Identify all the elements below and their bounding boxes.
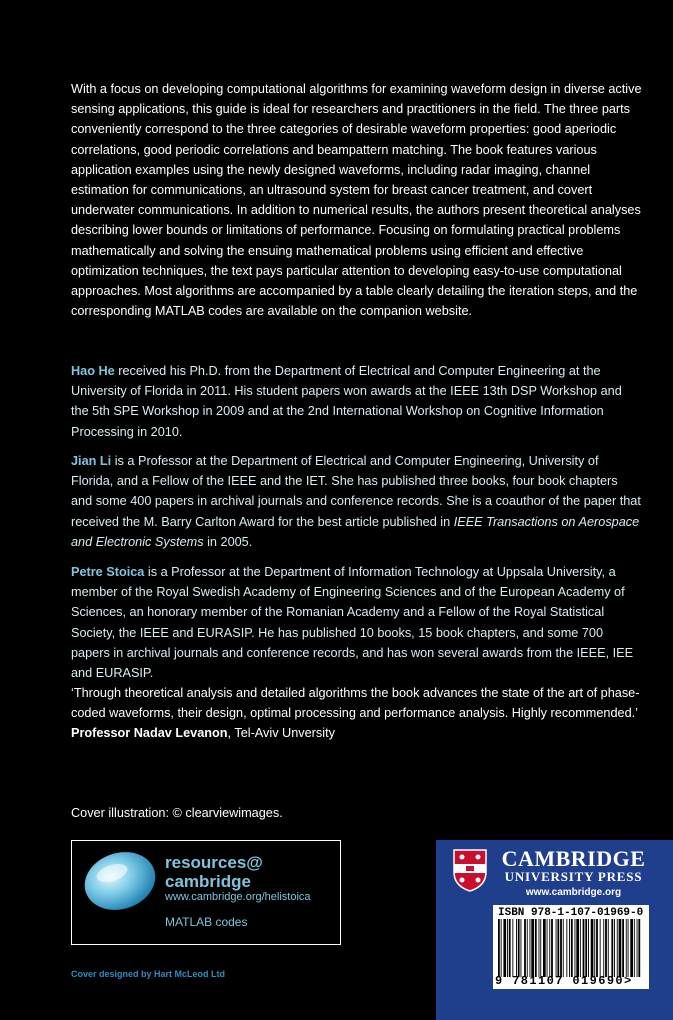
publisher-website[interactable]: www.cambridge.org bbox=[525, 887, 622, 898]
author-bio-hao-he bbox=[71, 361, 641, 442]
journal-title: IEEE Transactions on Aerospace and Electronic Systems bbox=[71, 514, 640, 549]
barcode-bar bbox=[634, 919, 635, 977]
resources-box bbox=[71, 840, 341, 945]
resources-title-line2: cambridge bbox=[165, 872, 251, 891]
barcode-bar bbox=[543, 919, 546, 977]
barcode-bar bbox=[560, 919, 562, 977]
barcode-bar bbox=[588, 919, 589, 977]
quote-text: ‘Through theoretical analysis and detailed algorithms the book advances the state of the art of phase-coded waveforms, their design, optimal processing and performance analysis. Highly recommended.’ bbox=[71, 686, 640, 721]
barcode-bar bbox=[619, 919, 622, 977]
barcode-bar bbox=[594, 919, 595, 977]
barcode-bar bbox=[569, 919, 570, 977]
cover-illustration-credit: Cover illustration: © clearviewimages. bbox=[71, 806, 283, 820]
resources-title-line1: resources@ bbox=[165, 853, 263, 872]
barcode-bar bbox=[628, 919, 629, 977]
barcode-bar bbox=[556, 919, 557, 977]
publisher-name: CAMBRIDGE bbox=[501, 846, 646, 871]
barcode-bar bbox=[507, 919, 508, 977]
barcode-bar bbox=[600, 919, 601, 977]
barcode-bar bbox=[608, 919, 609, 977]
quote-affiliation: , Tel-Aviv Unversity bbox=[227, 726, 335, 741]
quote-author: Professor Nadav Levanon bbox=[71, 726, 228, 741]
barcode-bar bbox=[535, 919, 537, 977]
barcode-bar bbox=[509, 919, 511, 977]
barcode-number: 9 781107 019690 bbox=[495, 974, 625, 988]
barcode-bar bbox=[617, 919, 618, 977]
author-bio-text: is a Professor at the Department of Information Technology at Uppsala University, a member of the Royal Swedish Academy of Engineering Sciences and of the European Academy of Sciences, an honorary member of the Romanian Academy and a Fellow of the Royal Statistical Society, the IEEE and EURASIP. He has published 10 books, 15 book chapters, and some 700 papers in archival journals and conference records, and has won several awards from the IEEE, IEE and EURASIP. bbox=[71, 565, 634, 681]
author-name: Petre Stoica bbox=[71, 565, 145, 579]
resources-url[interactable]: www.cambridge.org/helistoica bbox=[165, 891, 311, 903]
barcode-bar bbox=[637, 919, 638, 977]
barcode-bar bbox=[557, 919, 559, 977]
barcode-bar bbox=[614, 919, 615, 977]
barcode-bar bbox=[516, 919, 517, 977]
publisher-block bbox=[436, 840, 673, 1020]
barcode-bar bbox=[571, 919, 573, 977]
barcode-bar bbox=[603, 919, 604, 977]
author-name: Hao He bbox=[71, 364, 115, 378]
barcode-bar bbox=[551, 919, 553, 977]
barcode-bar bbox=[580, 919, 581, 977]
barcode-bar bbox=[585, 919, 587, 977]
author-bio-petre-stoica bbox=[71, 562, 641, 683]
barcode-bar bbox=[622, 919, 624, 977]
barcode-bar bbox=[531, 919, 534, 977]
barcode-bar bbox=[503, 919, 506, 977]
barcode-bar bbox=[539, 919, 540, 977]
barcode-bar bbox=[575, 919, 576, 977]
cover-designer-credit: Cover designed by Hart McLeod Ltd bbox=[71, 969, 226, 979]
cambridge-crest-icon bbox=[450, 848, 490, 892]
barcode-bar bbox=[540, 919, 541, 977]
author-bio-text: is a Professor at the Department of Electrical and Computer Engineering, University of Florida, and a Fellow of the IEEE and the IET. She has published three books, four book chapters and some 400 papers in archival journals and conference records. She is a coauthor of the paper that received the M. Barry Carlton Award for the best article published in bbox=[71, 454, 641, 529]
barcode-bar bbox=[611, 919, 613, 977]
isbn-barcode bbox=[493, 905, 649, 989]
barcode-bar bbox=[583, 919, 585, 977]
author-name: Jian Li bbox=[71, 454, 112, 468]
barcode-bar bbox=[527, 919, 528, 977]
barcode-bar bbox=[596, 919, 598, 977]
barcode-bars bbox=[496, 919, 646, 977]
barcode-bar bbox=[605, 919, 607, 977]
barcode-bar bbox=[501, 919, 502, 977]
author-bio-text-end: in 2005. bbox=[207, 534, 253, 549]
author-bio-jian-li bbox=[71, 451, 641, 552]
resources-globe-icon bbox=[82, 849, 158, 913]
book-description: With a focus on developing computational algorithms for examining waveform design in diverse active sensing applications, this guide is ideal for researchers and practitioners in the field. The three parts conveniently correspond to the three categories of desirable waveform properties: good aperiodic correlations, good periodic correlations and beampattern matching. The book features various application examples using the newly designed waveforms, including radar imaging, channel estimation for communications, an ultrasound system for breast cancer treatment, and covert underwater communications. In addition to numerical results, the authors present theoretical analyses describing lower bounds or limitations of performance. Focusing on formulating practical problems mathematically and solving the ensuing mathematical problems using efficient and effective optimization techniques, the text pays particular attention to developing easy-to-use computational approaches. Most algorithms are accompanied by a table clearly detailing the iteration steps, and the corresponding MATLAB codes are available on the companion website. bbox=[71, 82, 642, 319]
barcode-bar bbox=[547, 919, 548, 977]
isbn-number: ISBN 978-1-107-01969-0 bbox=[498, 907, 644, 919]
barcode-bar bbox=[521, 919, 522, 977]
endorsement-quote bbox=[71, 683, 646, 744]
barcode-bar bbox=[524, 919, 526, 977]
author-bio-text: received his Ph.D. from the Department of Electrical and Computer Engineering at the University of Florida in 2011. His student papers won awards at the IEEE 13th DSP Workshop and the 5th SPE Workshop in 2009 and at the 2nd International Workshop on Cognitive Information Processing in 2010. bbox=[71, 364, 622, 439]
barcode-bar bbox=[638, 919, 640, 977]
barcode-bar bbox=[563, 919, 564, 977]
barcode-bar bbox=[530, 919, 531, 977]
barcode-bar bbox=[498, 919, 500, 977]
barcode-bar bbox=[549, 919, 550, 977]
barcode-bar bbox=[576, 919, 579, 977]
barcode-bar bbox=[591, 919, 594, 977]
barcode-bar bbox=[626, 919, 627, 977]
resources-matlab-codes: MATLAB codes bbox=[165, 915, 248, 929]
barcode-bar bbox=[518, 919, 520, 977]
publisher-press: UNIVERSITY PRESS bbox=[504, 869, 643, 884]
barcode-arrow: > bbox=[624, 974, 633, 988]
barcode-bar bbox=[566, 919, 567, 977]
barcode-bar bbox=[512, 919, 513, 977]
barcode-bar bbox=[630, 919, 633, 977]
barcode-digits bbox=[495, 974, 633, 988]
